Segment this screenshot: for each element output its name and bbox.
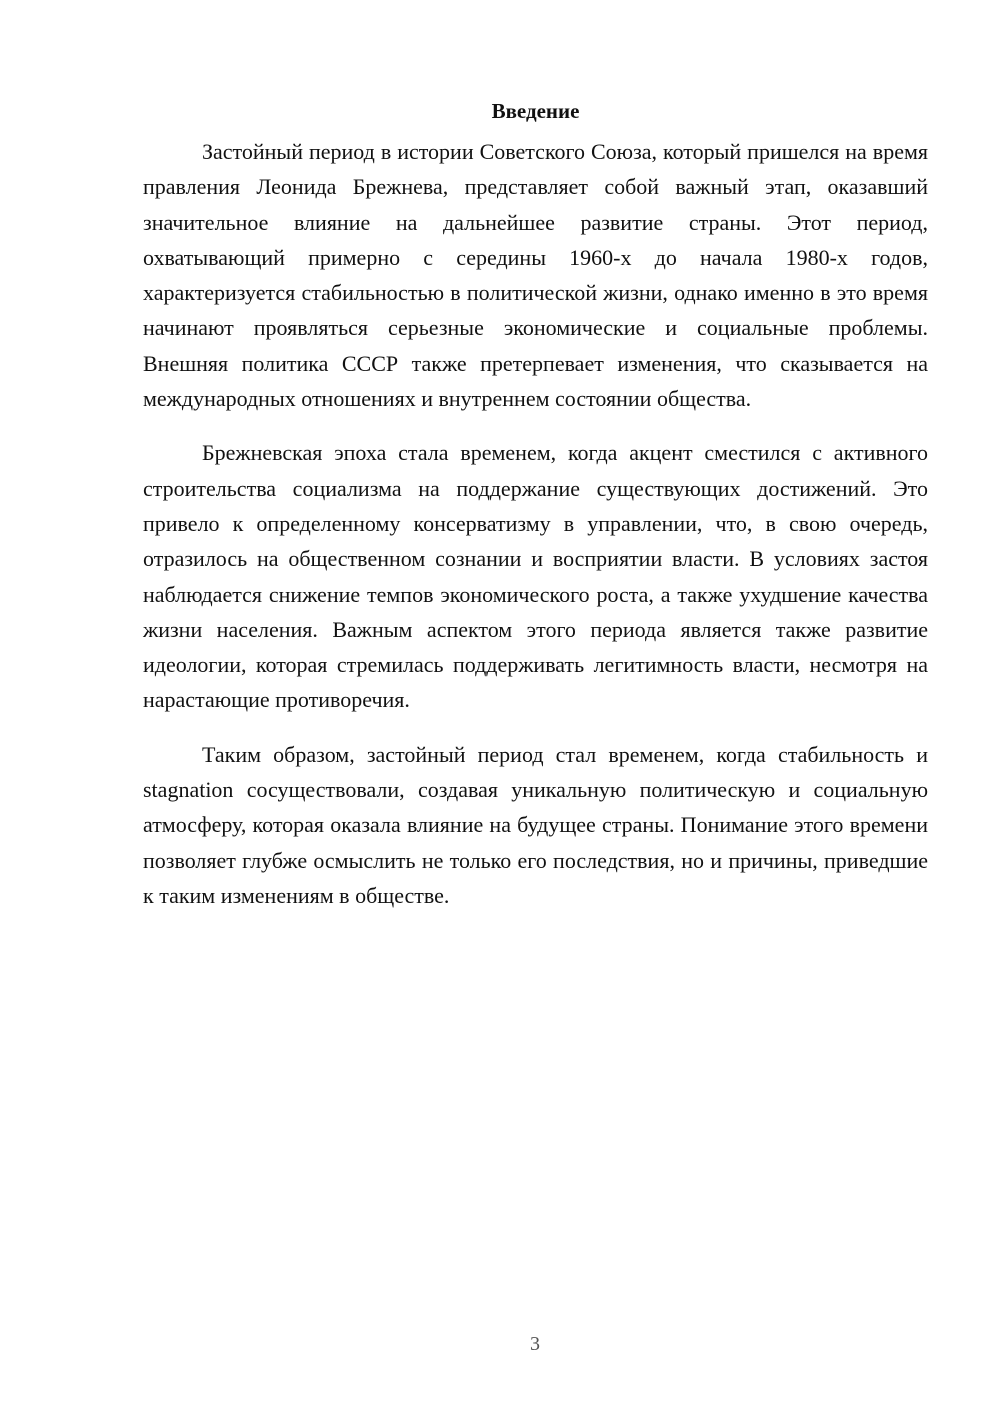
page-number: 3 [530,1333,540,1355]
paragraph-2: Брежневская эпоха стала временем, когда акцент сместился с активного строительства социализма на поддержание существующих достижений. Это привело к определенному консерватизму в управлении, что, в свою очередь, отразилось на общественном сознании и восприятии власти. В условиях застоя наблюдается снижение темпов экономического роста, а также ухудшение качества жизни населения. Важным аспектом этого периода является также развитие идеологии, которая стремилась поддерживать легитимность власти, несмотря на нарастающие противоречия. [143,440,928,713]
section-heading: Введение [491,99,580,123]
paragraph-1: Застойный период в истории Советского Союза, который пришелся на время правления Леонида Брежнева, представляет собой важный этап, оказавший значительное влияние на дальнейшее развитие страны. Этот период, охватывающий примерно с середины 1960-х до начала 1980-х годов, характеризуется стабильностью в политической жизни, однако именно в это время начинают проявляться серьезные экономические и социальные проблемы. Внешняя политика СССР также претерпевает изменения, что сказывается на международных отношениях и внутреннем состоянии общества. [143,139,928,412]
page-body [143,96,928,913]
paragraph-3: Таким образом, застойный период стал временем, когда стабильность и stagnation сосуществовали, создавая уникальную политическую и социальную атмосферу, которая оказала влияние на будущее страны. Понимание этого времени позволяет глубже осмыслить не только его последствия, но и причины, приведшие к таким изменениям в обществе. [143,741,928,908]
